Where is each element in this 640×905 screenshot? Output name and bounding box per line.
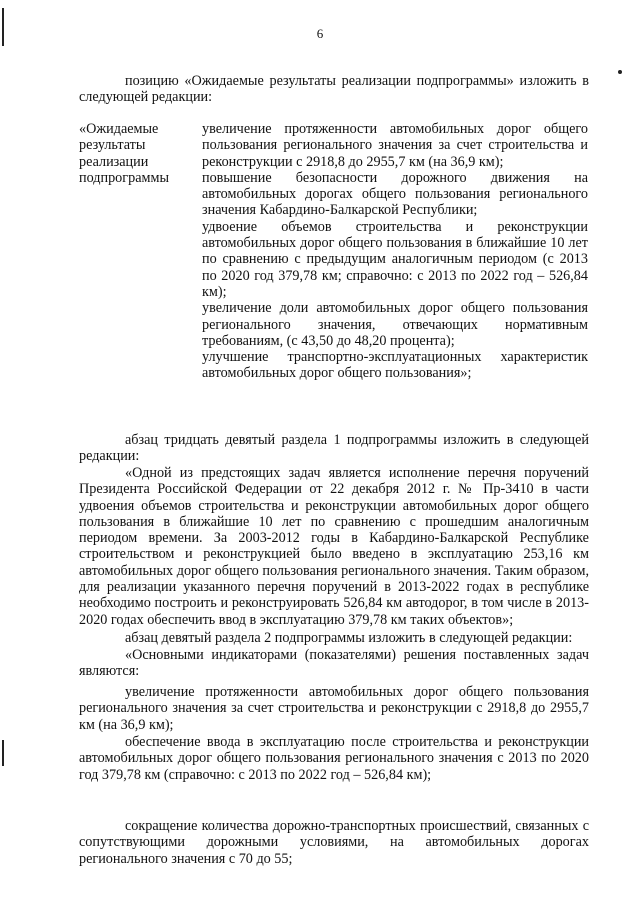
paragraph-indicator-1: увеличение протяженности автомобильных дорог общего пользования регионального значения за счет строительства и реконструкции с 2918,8 до 2955,7 км (на 36,9 км); bbox=[79, 684, 589, 733]
paragraph-indicator-3: сокращение количества дорожно-транспортных происшествий, связанных с сопутствующими дорожными условиями, на автомобильных дорогах регионального значения с 70 до 55; bbox=[79, 818, 589, 867]
paragraph-abzac-39: абзац тридцать девятый раздела 1 подпрограммы изложить в следующей редакции: bbox=[79, 432, 589, 465]
paragraph-abzac-9: абзац девятый раздела 2 подпрограммы изложить в следующей редакции: bbox=[125, 630, 573, 646]
table-right-column bbox=[202, 121, 588, 382]
page-number: 6 bbox=[316, 26, 324, 41]
paragraph-indicators-intro: «Основными индикаторами (показателями) решения поставленных задач являются: bbox=[79, 647, 589, 680]
left-edge-mark-bottom bbox=[2, 740, 4, 766]
result-item-1: увеличение протяженности автомобильных дорог общего пользования регионального значения за счет строительства и реконструкции с 2918,8 до 2955,7 км (на 36,9 км); bbox=[202, 121, 588, 170]
result-item-3: удвоение объемов строительства и реконструкции автомобильных дорог общего пользования в ближайшие 10 лет по сравнению с предыдущим аналогичным периодом (с 2013 по 2020 год 379,78 км; справочно: с 2013 по 2022 год – 526,84 км); bbox=[202, 218, 588, 300]
paragraph-tasks: «Одной из предстоящих задач является исполнение перечня поручений Президента Российской Федерации от 22 декабря 2012 г. № Пр-3410 в части удвоения объемов строительства и реконструкции автомобильных дорог общего пользования в ближайшие 10 лет по сравнению с прошедшим аналогичным периодом времени. За 2003-2012 годы в Кабардино-Балкарской Республике строительством и реконструкцией было введено в эксплуатацию 253,16 км автомобильных дорог общего пользования регионального значения. Таким образом, для реализации указанного перечня поручений в 2013-2022 годах в республике необходимо построить и реконструировать 526,84 км автодорог, в том числе в 2013-2020 годах обеспечить ввод в эксплуатацию 379,78 км таких объектов»; bbox=[79, 465, 589, 628]
right-edge-dot bbox=[618, 70, 622, 74]
intro-paragraph: позицию «Ожидаемые результаты реализации подпрограммы» изложить в следующей редакции: bbox=[79, 73, 589, 106]
result-item-5: улучшение транспортно-эксплуатационных характеристик автомобильных дорог общего пользования»; bbox=[202, 349, 588, 382]
paragraph-indicator-2: обеспечение ввода в эксплуатацию после строительства и реконструкции автомобильных дорог общего пользования регионального значения с 2013 по 2020 год 379,78 км (справочно: с 2013 по 2022 год – 526,84 км); bbox=[79, 734, 589, 783]
table-left-label: «Ожидаемые результаты реализации подпрограммы bbox=[79, 121, 169, 186]
result-item-2: повышение безопасности дорожного движения на автомобильных дорогах общего пользования регионального значения Кабардино-Балкарской Республики; bbox=[202, 169, 588, 219]
result-item-4: увеличение доли автомобильных дорог общего пользования регионального значения, отвечающих нормативным требованиям, (с 43,50 до 48,20 процента); bbox=[202, 300, 588, 349]
